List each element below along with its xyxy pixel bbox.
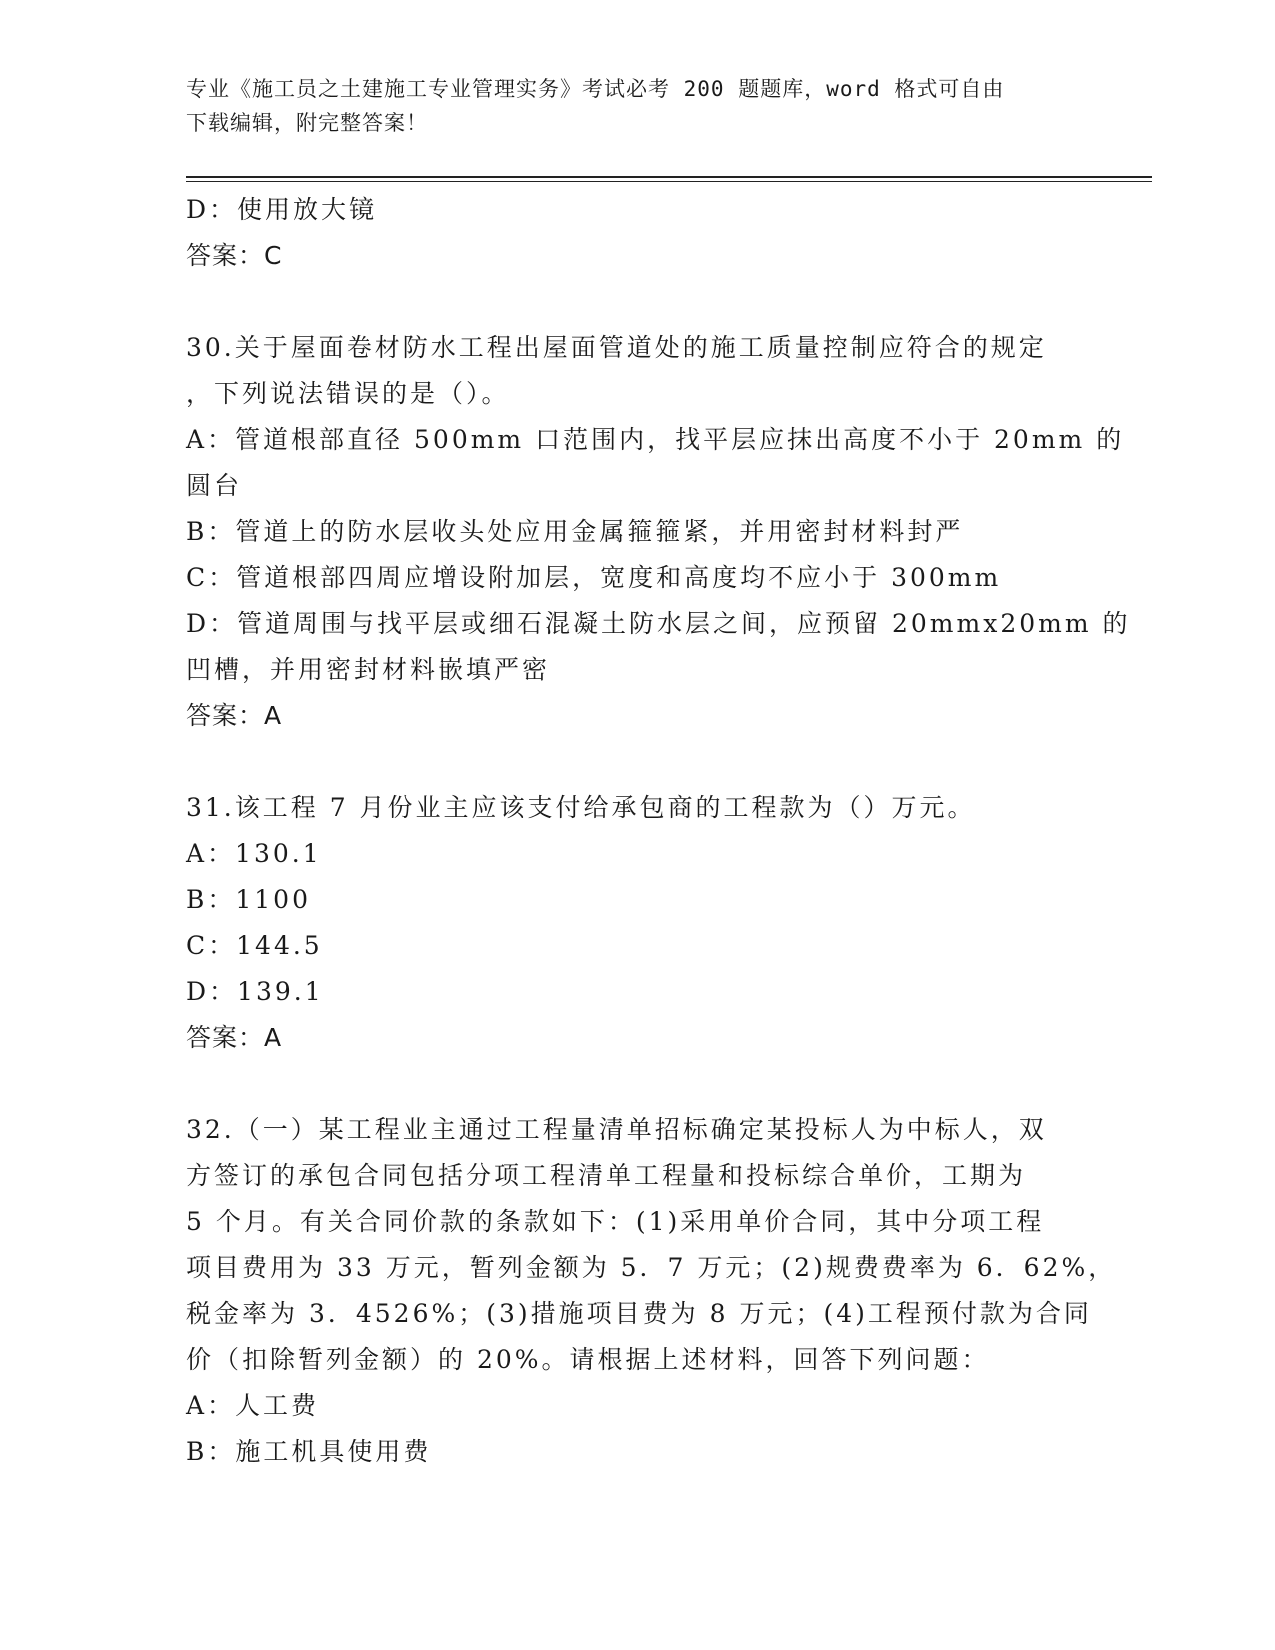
q30-option-a-line-2: 圆台: [186, 471, 243, 500]
document-body: [186, 187, 1131, 1475]
page-header: [186, 72, 1086, 140]
q31-answer: 答案：A: [186, 1023, 283, 1052]
header-divider-thick: [186, 176, 1152, 178]
q32-stem-line-5: 税金率为 3．4526%；(3)措施项目费为 8 万元；(4)工程预付款为合同: [186, 1299, 1092, 1328]
q32-stem-line-6: 价（扣除暂列金额）的 20%。请根据上述材料，回答下列问题：: [186, 1345, 990, 1374]
q31-stem: 31.该工程 7 月份业主应该支付给承包商的工程款为（）万元。: [186, 793, 976, 822]
q30-option-d-line-1: D：管道周围与找平层或细石混凝土防水层之间，应预留 20mmx20mm 的: [186, 609, 1131, 638]
header-line-1: 专业《施工员之土建施工专业管理实务》考试必考 200 题题库，word 格式可自由: [186, 77, 1005, 101]
question-30: [186, 325, 1131, 739]
q32-stem-line-2: 方签订的承包合同包括分项工程清单工程量和投标综合单价，工期为: [186, 1161, 1027, 1190]
q30-option-a-line-1: A：管道根部直径 500mm 口范围内，找平层应抹出高度不小于 20mm 的: [186, 425, 1125, 454]
question-31: [186, 785, 1066, 1061]
q30-option-b: B：管道上的防水层收头处应用金属箍箍紧，并用密封材料封严: [186, 517, 964, 546]
q30-stem-line-1: 30.关于屋面卷材防水工程出屋面管道处的施工质量控制应符合的规定: [186, 333, 1047, 362]
q32-option-a: A：人工费: [186, 1391, 320, 1420]
q32-stem-line-1: 32.（一）某工程业主通过工程量清单招标确定某投标人为中标人，双: [186, 1115, 1047, 1144]
q31-option-a: A：130.1: [186, 839, 322, 868]
spacer: [186, 1061, 1066, 1107]
q31-option-b: B：1100: [186, 885, 311, 914]
q30-option-d-line-2: 凹槽，并用密封材料嵌填严密: [186, 655, 551, 684]
prev-option-d: D：使用放大镜: [186, 195, 378, 224]
prev-answer: 答案：C: [186, 241, 283, 270]
header-line-2: 下载编辑，附完整答案！: [186, 111, 428, 135]
q30-option-c: C：管道根部四周应增设附加层，宽度和高度均不应小于 300mm: [186, 563, 1002, 592]
q30-stem-line-2: ，下列说法错误的是（）。: [186, 379, 510, 408]
q31-option-c: C：144.5: [186, 931, 323, 960]
header-divider-thin: [186, 181, 1152, 182]
q32-option-b: B：施工机具使用费: [186, 1437, 432, 1466]
q32-stem-line-4: 项目费用为 33 万元，暂列金额为 5．7 万元；(2)规费费率为 6．62%，: [186, 1253, 1117, 1282]
spacer: [186, 279, 1066, 325]
q31-option-d: D：139.1: [186, 977, 324, 1006]
question-32: [186, 1107, 1117, 1475]
q32-stem-line-3: 5 个月。有关合同价款的条款如下：(1)采用单价合同，其中分项工程: [186, 1207, 1045, 1236]
q30-answer: 答案：A: [186, 701, 283, 730]
spacer: [186, 739, 1066, 785]
